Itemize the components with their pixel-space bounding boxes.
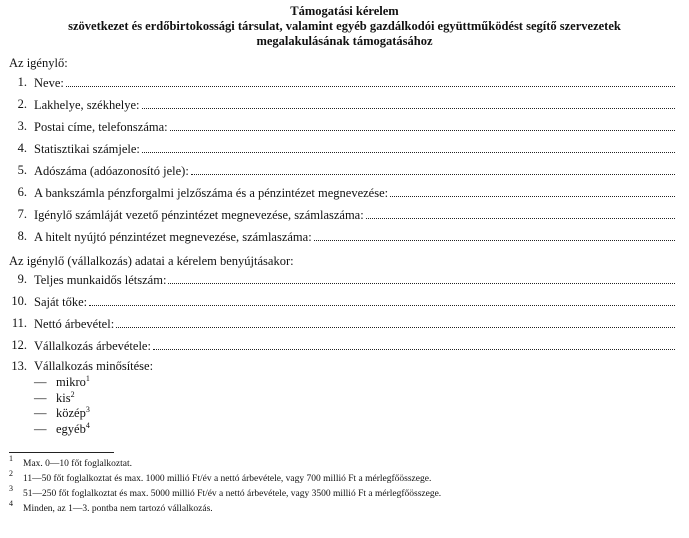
- footnote: $^2$11—50 főt foglalkoztat és max. 1000 millió Ft/év a nettó árbevétele, vagy 700 millió Ft a mérlegfőösszege.: [9, 469, 432, 484]
- row-number: 3.: [17, 119, 27, 133]
- classification-option-small[interactable]: — kis$^2$: [34, 390, 75, 405]
- row-label: Adószáma (adóazonosító jele):: [34, 164, 189, 178]
- fill-in-line[interactable]: [142, 97, 675, 109]
- row-label: Postai címe, telefonszáma:: [34, 120, 168, 134]
- form-row-address: [0, 97, 689, 113]
- form-row-headcount: [0, 272, 689, 288]
- row-number: 9.: [17, 272, 27, 286]
- fill-in-line[interactable]: [191, 163, 675, 175]
- form-row-postal: [0, 119, 689, 135]
- fill-in-line[interactable]: [89, 294, 675, 306]
- row-label: Teljes munkaidős létszám:: [34, 273, 167, 287]
- form-row-equity: [0, 294, 689, 310]
- footnote-divider: [9, 452, 114, 453]
- row-number: 2.: [17, 97, 27, 111]
- form-row-statistical: [0, 141, 689, 157]
- footnote: $^4$Minden, az 1—3. pontba nem tartozó vállalkozás.: [9, 499, 213, 514]
- row-number: 4.: [17, 141, 27, 155]
- row-number: 10.: [11, 294, 27, 308]
- form-row-bank-account: [0, 185, 689, 201]
- row-label: Saját tőke:: [34, 295, 88, 309]
- form-subtitle-line2: megalakulásának támogatásához: [256, 34, 433, 48]
- classification-option-micro[interactable]: — mikro$^1$: [34, 374, 90, 389]
- row-label: Neve:: [34, 76, 64, 90]
- row-label: A hitelt nyújtó pénzintézet megnevezése, számlaszáma:: [34, 230, 312, 244]
- row-label: Statisztikai számjele:: [34, 142, 140, 156]
- fill-in-line[interactable]: [170, 119, 675, 131]
- fill-in-line[interactable]: [116, 316, 675, 328]
- row-number: 12.: [11, 338, 27, 352]
- section-business-heading: Az igénylő (vállalkozás) adatai a kérelem benyújtásakor:: [9, 254, 294, 268]
- fill-in-line[interactable]: [66, 75, 675, 87]
- row-number: 13.: [11, 359, 27, 373]
- row-number: 1.: [17, 75, 27, 89]
- form-subtitle-line1: szövetkezet és erdőbirtokossági társulat, valamint egyéb gazdálkodói együttműködést segítő szervezetek: [68, 19, 621, 33]
- footnote: $^3$51—250 főt foglalkoztat és max. 5000 millió Ft/év a nettó árbevétele, vagy 3500 millió Ft a mérlegfőösszege.: [9, 484, 442, 499]
- form-row-lender: [0, 229, 689, 245]
- classification-option-medium[interactable]: — közép$^3$: [34, 405, 90, 420]
- form-title: Támogatási kérelem: [290, 4, 399, 18]
- fill-in-line[interactable]: [153, 338, 675, 350]
- row-label: Vállalkozás árbevétele:: [34, 339, 151, 353]
- form-row-business-revenue: [0, 338, 689, 354]
- form-row-net-revenue: [0, 316, 689, 332]
- fill-in-line[interactable]: [390, 185, 675, 197]
- form-row-classification: [0, 359, 689, 375]
- row-label: Vállalkozás minősítése:: [34, 359, 154, 373]
- row-number: 8.: [17, 229, 27, 243]
- row-number: 6.: [17, 185, 27, 199]
- row-label: A bankszámla pénzforgalmi jelzőszáma és a pénzintézet megnevezése:: [34, 186, 389, 200]
- row-number: 11.: [11, 316, 27, 330]
- footnote: $^1$Max. 0—10 főt foglalkoztat.: [9, 454, 132, 469]
- row-number: 7.: [17, 207, 27, 221]
- form-row-tax-number: [0, 163, 689, 179]
- section-applicant-heading: Az igénylő:: [9, 56, 68, 70]
- fill-in-line[interactable]: [142, 141, 675, 153]
- row-label: Igénylő számláját vezető pénzintézet megnevezése, számlaszáma:: [34, 208, 364, 222]
- row-label: Nettó árbevétel:: [34, 317, 115, 331]
- fill-in-line[interactable]: [314, 229, 675, 241]
- form-row-bank: [0, 207, 689, 223]
- fill-in-line[interactable]: [366, 207, 675, 219]
- form-row-name: [0, 75, 689, 91]
- fill-in-line[interactable]: [168, 272, 675, 284]
- row-label: Lakhelye, székhelye:: [34, 98, 140, 112]
- classification-option-other[interactable]: — egyéb$^4$: [34, 421, 90, 436]
- row-number: 5.: [17, 163, 27, 177]
